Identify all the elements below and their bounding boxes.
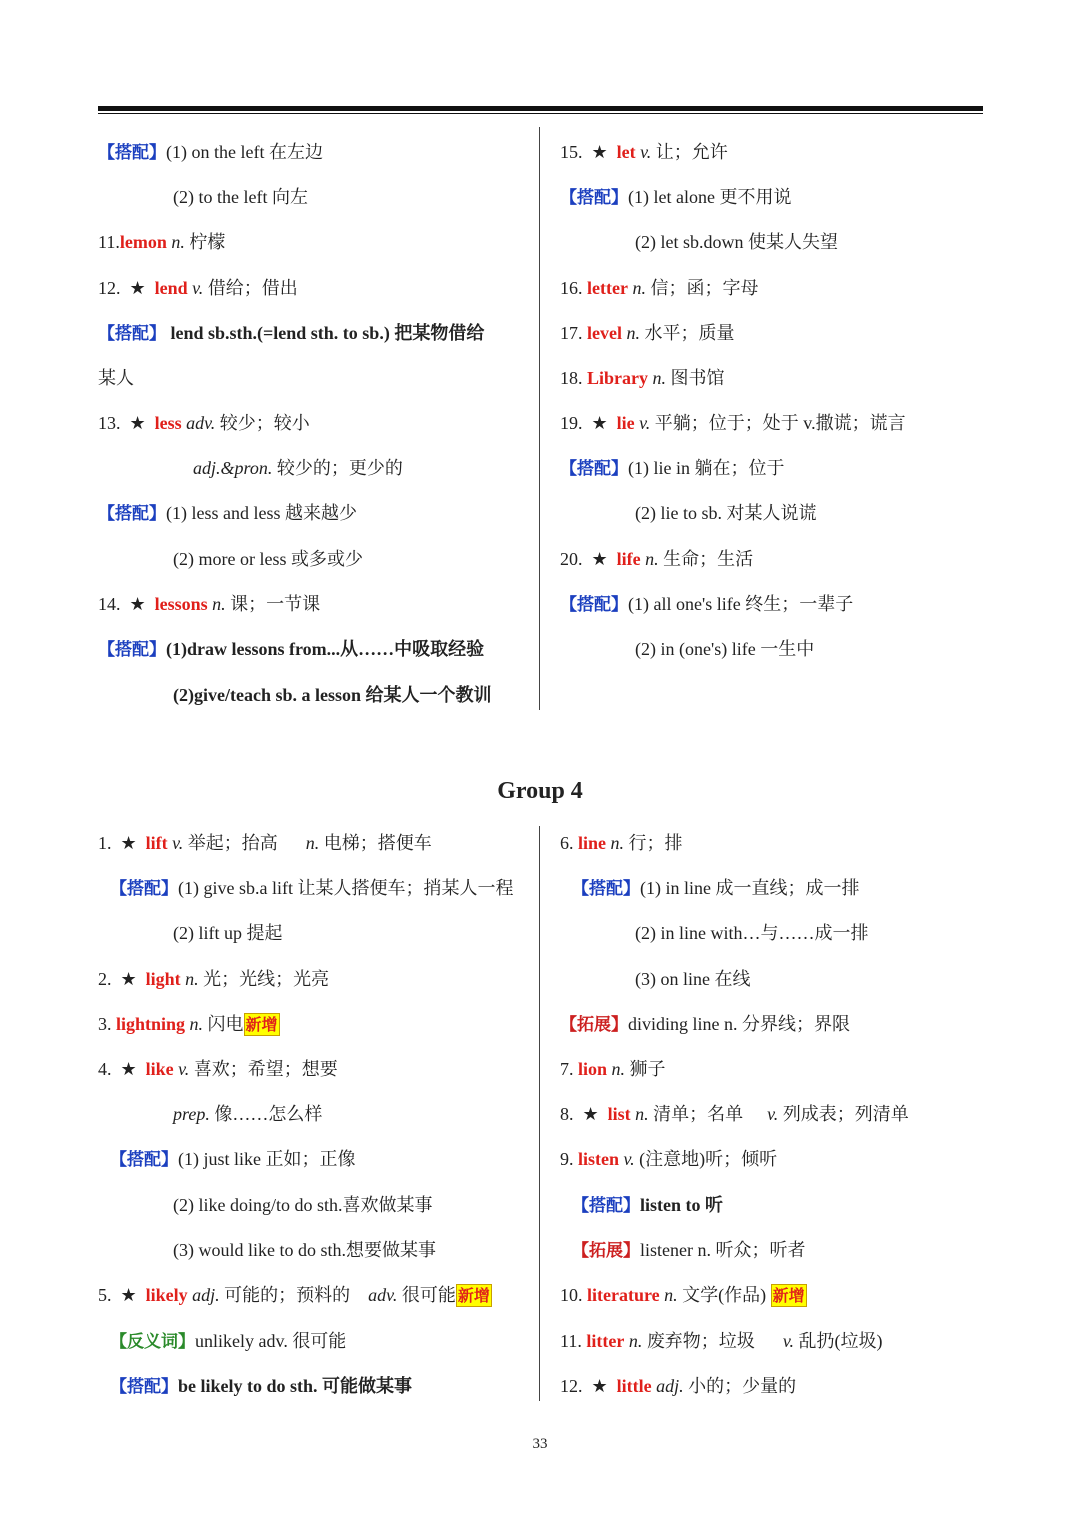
entry-word: let <box>616 142 636 162</box>
part-of-speech: adj. <box>187 1285 220 1305</box>
column-divider-bottom <box>539 826 540 1401</box>
part-of-speech: n. <box>207 594 226 614</box>
collocation-tag: 【搭配】 <box>98 504 166 524</box>
entry-word: listen <box>578 1149 620 1169</box>
definition: 列成表；列清单 <box>778 1104 909 1124</box>
entry-number: 12. <box>560 1376 583 1396</box>
collocation-line <box>572 1193 723 1218</box>
definition: 课；一节课 <box>225 594 321 614</box>
vocab-entry <box>560 140 728 165</box>
definition: 光；光线；光亮 <box>198 969 330 989</box>
star-icon: ★ <box>120 1285 137 1306</box>
definition: 废弃物；垃圾 <box>642 1331 755 1351</box>
entry-word: literature <box>587 1285 660 1305</box>
collocation-tag: 【搭配】 <box>98 143 166 163</box>
vocab-entry <box>560 366 725 390</box>
collocation-text: be likely to do sth. 可能做某事 <box>178 1376 413 1396</box>
part-of-speech: adj.&pron. <box>193 458 273 478</box>
definition: 行；排 <box>624 833 683 853</box>
collocation-text: lend sb.sth.(=lend sth. to sb.) 把某物借给 <box>166 323 485 343</box>
vocab-entry <box>560 1374 796 1399</box>
definition: 柠檬 <box>184 232 226 252</box>
entry-number: 10. <box>560 1285 583 1305</box>
star-icon: ★ <box>591 142 608 163</box>
part-of-speech: v. <box>634 413 651 433</box>
vocab-entry <box>98 276 298 301</box>
entry-number: 6. <box>560 833 574 853</box>
definition: 借给；借出 <box>203 278 298 298</box>
collocation-text: (1) let alone 更不用说 <box>628 187 792 207</box>
vocab-entry-continued <box>173 1102 322 1126</box>
collocation-text: (2) to the left 向左 <box>173 187 308 207</box>
part-of-speech: n. <box>305 833 320 853</box>
header-rule-thick <box>98 106 983 111</box>
extension-text: dividing line n. 分界线；界限 <box>628 1014 850 1034</box>
entry-number: 11. <box>98 232 120 252</box>
part-of-speech: n. <box>648 368 666 388</box>
vocab-entry <box>560 276 758 300</box>
definition: 图书馆 <box>666 368 725 388</box>
part-of-speech: n. <box>607 1059 626 1079</box>
entry-number: 20. <box>560 549 583 569</box>
definition: 举起；抬高 <box>183 833 278 853</box>
definition: 较少的；更少的 <box>272 458 403 478</box>
vocab-entry <box>560 831 683 855</box>
vocab-entry <box>98 967 329 992</box>
definition: 文学(作品) <box>677 1285 771 1305</box>
collocation-line <box>635 967 750 991</box>
collocation-tag: 【搭配】 <box>572 1196 640 1216</box>
extension-tag: 【拓展】 <box>572 1241 640 1261</box>
collocation-text: (1) on the left 在左边 <box>166 142 323 162</box>
definition: 水平；质量 <box>639 323 735 343</box>
entry-number: 13. <box>98 413 121 433</box>
vocab-entry <box>560 411 906 436</box>
vocab-entry-continued <box>193 456 403 480</box>
part-of-speech: v. <box>173 1059 190 1079</box>
collocation-tag: 【搭配】 <box>560 188 628 208</box>
entry-word: light <box>145 969 181 989</box>
entry-word: level <box>587 323 622 343</box>
part-of-speech: n. <box>624 1331 643 1351</box>
collocation-line <box>98 637 484 662</box>
entry-number: 12. <box>98 278 121 298</box>
part-of-speech: v. <box>619 1149 635 1169</box>
collocation-text: 某人 <box>98 368 134 388</box>
part-of-speech: v. <box>167 833 184 853</box>
new-badge: 新增 <box>457 1286 490 1305</box>
collocation-text: (1) lie in 躺在；位于 <box>628 458 785 478</box>
star-icon: ★ <box>591 549 608 570</box>
collocation-line <box>173 547 363 571</box>
part-of-speech: n. <box>621 323 640 343</box>
collocation-text: (2)give/teach sb. a lesson 给某人一个教训 <box>173 685 492 705</box>
entry-word: like <box>145 1059 174 1079</box>
definition: 小的；少量的 <box>683 1376 797 1396</box>
entry-number: 7. <box>560 1059 574 1079</box>
entry-word: lessons <box>154 594 208 614</box>
collocation-text: (1) less and less 越来越少 <box>166 503 357 523</box>
part-of-speech: n. <box>185 1014 204 1034</box>
collocation-line <box>98 366 134 390</box>
collocation-line <box>98 501 357 526</box>
collocation-line <box>98 321 484 346</box>
entry-number: 16. <box>560 278 583 298</box>
entry-word: life <box>616 549 641 569</box>
entry-number: 1. <box>98 833 112 853</box>
part-of-speech: v. <box>187 278 204 298</box>
extension-line <box>560 1012 850 1037</box>
collocation-text: (2) more or less 或多或少 <box>173 549 363 569</box>
entry-word: lend <box>154 278 188 298</box>
entry-number: 19. <box>560 413 583 433</box>
star-icon: ★ <box>591 1376 608 1397</box>
collocation-text: listen to 听 <box>640 1195 723 1215</box>
collocation-text: (3) would like to do sth.想要做某事 <box>173 1240 436 1260</box>
part-of-speech: n. <box>166 232 185 252</box>
entry-word: little <box>616 1376 652 1396</box>
entry-word: lion <box>578 1059 608 1079</box>
entry-number: 3. <box>98 1014 112 1034</box>
new-badge: 新增 <box>245 1015 278 1034</box>
collocation-text: (1)draw lessons from...从……中吸取经验 <box>166 639 485 659</box>
antonym-text: unlikely adv. 很可能 <box>195 1331 347 1351</box>
entry-number: 5. <box>98 1285 112 1305</box>
star-icon: ★ <box>120 1059 137 1080</box>
definition: 平躺；位于；处于 v.撒谎；谎言 <box>650 413 906 433</box>
collocation-text: (2) lie to sb. 对某人说谎 <box>635 503 817 523</box>
part-of-speech: n. <box>659 1285 678 1305</box>
collocation-tag: 【搭配】 <box>98 324 166 344</box>
collocation-line <box>173 921 283 945</box>
entry-word: lemon <box>119 232 167 252</box>
entry-word: litter <box>586 1331 625 1351</box>
collocation-tag: 【搭配】 <box>572 879 640 899</box>
vocab-entry <box>98 831 432 856</box>
definition: (注意地)听；倾听 <box>634 1149 778 1169</box>
vocab-entry <box>98 230 225 254</box>
collocation-line <box>635 921 868 945</box>
vocab-entry <box>98 1283 492 1308</box>
vocab-entry <box>560 1147 777 1171</box>
collocation-tag: 【搭配】 <box>110 879 178 899</box>
entry-number: 17. <box>560 323 583 343</box>
entry-word: lie <box>616 413 635 433</box>
extension-text: listener n. 听众；听者 <box>640 1240 806 1260</box>
star-icon: ★ <box>591 413 608 434</box>
page-number: 33 <box>532 1436 548 1452</box>
entry-number: 18. <box>560 368 583 388</box>
vocab-entry <box>560 547 753 572</box>
part-of-speech: n. <box>627 278 646 298</box>
collocation-text: (2) in (one's) life 一生中 <box>635 639 815 659</box>
new-badge: 新增 <box>772 1286 805 1305</box>
vocab-entry <box>560 1102 909 1127</box>
definition: 狮子 <box>625 1059 666 1079</box>
vocab-entry <box>98 1012 280 1037</box>
definition: 乱扔(垃圾) <box>793 1331 883 1351</box>
section-heading: Group 4 <box>497 778 583 804</box>
collocation-line <box>173 185 308 209</box>
star-icon: ★ <box>120 833 137 854</box>
collocation-line <box>635 637 814 661</box>
extension-tag: 【拓展】 <box>560 1015 628 1035</box>
entry-word: letter <box>587 278 628 298</box>
definition: 较少；较小 <box>215 413 310 433</box>
entry-word: likely <box>145 1285 188 1305</box>
entry-number: 4. <box>98 1059 112 1079</box>
entry-word: Library <box>587 368 648 388</box>
part-of-speech: v. <box>635 142 652 162</box>
collocation-text: (2) in line with…与……成一排 <box>635 923 869 943</box>
vocab-entry <box>560 1057 666 1081</box>
collocation-line <box>560 185 791 210</box>
definition: 闪电 <box>203 1014 244 1034</box>
part-of-speech: v. <box>782 1331 794 1351</box>
collocation-line <box>98 140 323 165</box>
collocation-line <box>635 230 838 254</box>
entry-number: 11. <box>560 1331 582 1351</box>
collocation-line <box>110 1374 412 1399</box>
star-icon: ★ <box>129 278 146 299</box>
collocation-line <box>560 592 853 617</box>
part-of-speech: adv. <box>181 413 216 433</box>
vocab-entry <box>560 1329 882 1353</box>
vocab-entry <box>98 1057 338 1082</box>
part-of-speech: adv. <box>368 1285 398 1305</box>
definition: 可能的；预料的 <box>219 1285 351 1305</box>
column-divider-top <box>539 127 540 710</box>
collocation-text: (2) let sb.down 使某人失望 <box>635 232 838 252</box>
part-of-speech: v. <box>767 1104 779 1124</box>
collocation-tag: 【搭配】 <box>110 1150 178 1170</box>
definition: 让；允许 <box>651 142 728 162</box>
antonym-line <box>110 1329 346 1354</box>
entry-word: line <box>578 833 607 853</box>
entry-word: list <box>607 1104 631 1124</box>
collocation-text: (1) give sb.a lift 让某人搭便车；捎某人一程 <box>178 878 514 898</box>
entry-number: 8. <box>560 1104 574 1124</box>
collocation-text: (2) lift up 提起 <box>173 923 283 943</box>
entry-word: less <box>154 413 182 433</box>
collocation-text: (1) in line 成一直线；成一排 <box>640 878 860 898</box>
star-icon: ★ <box>582 1104 599 1125</box>
vocab-entry <box>98 411 310 436</box>
part-of-speech: prep. <box>173 1104 210 1124</box>
entry-number: 9. <box>560 1149 574 1169</box>
entry-number: 2. <box>98 969 112 989</box>
collocation-line <box>110 876 513 901</box>
definition: 清单；名单 <box>648 1104 744 1124</box>
collocation-text: (1) just like 正如；正像 <box>178 1149 356 1169</box>
star-icon: ★ <box>129 413 146 434</box>
definition: 信；函；字母 <box>645 278 759 298</box>
collocation-line <box>110 1147 356 1172</box>
definition: 喜欢；希望；想要 <box>189 1059 338 1079</box>
entry-word: lift <box>145 833 168 853</box>
collocation-line <box>173 1193 433 1217</box>
collocation-line <box>635 501 817 525</box>
collocation-tag: 【搭配】 <box>98 640 166 660</box>
collocation-text: (3) on line 在线 <box>635 969 751 989</box>
collocation-line <box>173 683 492 707</box>
part-of-speech: adj. <box>651 1376 684 1396</box>
collocation-tag: 【搭配】 <box>560 459 628 479</box>
part-of-speech: n. <box>606 833 625 853</box>
definition: 电梯；搭便车 <box>319 833 432 853</box>
collocation-text: (1) all one's life 终生；一辈子 <box>628 594 854 614</box>
collocation-line <box>560 456 784 481</box>
part-of-speech: n. <box>640 549 659 569</box>
extension-line <box>572 1238 805 1263</box>
header-rule-thin <box>98 113 983 114</box>
definition: 很可能 <box>397 1285 456 1305</box>
definition: 生命；生活 <box>658 549 754 569</box>
collocation-tag: 【搭配】 <box>110 1377 178 1397</box>
entry-number: 15. <box>560 142 583 162</box>
vocab-entry <box>560 321 734 345</box>
definition: 像……怎么样 <box>209 1104 323 1124</box>
entry-number: 14. <box>98 594 121 614</box>
collocation-line <box>572 876 859 901</box>
entry-word: lightning <box>116 1014 186 1034</box>
star-icon: ★ <box>129 594 146 615</box>
collocation-tag: 【搭配】 <box>560 595 628 615</box>
collocation-text: (2) like doing/to do sth.喜欢做某事 <box>173 1195 433 1215</box>
collocation-line <box>173 1238 436 1262</box>
part-of-speech: n. <box>180 969 199 989</box>
vocab-entry <box>560 1283 807 1308</box>
vocab-entry <box>98 592 320 617</box>
star-icon: ★ <box>120 969 137 990</box>
antonym-tag: 【反义词】 <box>110 1332 195 1352</box>
part-of-speech: n. <box>630 1104 649 1124</box>
